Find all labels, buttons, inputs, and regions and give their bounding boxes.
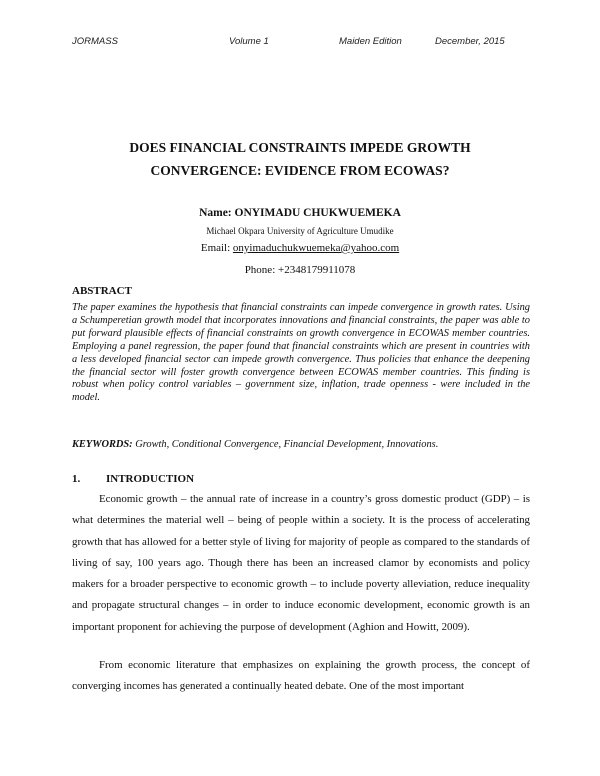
abstract-heading: ABSTRACT bbox=[72, 285, 132, 297]
email-link[interactable]: onyimaduchukwuemeka@yahoo.com bbox=[232, 242, 400, 254]
section-title: INTRODUCTION bbox=[106, 473, 195, 485]
header-date: December, 2015 bbox=[435, 36, 505, 47]
paper-title-line-2: CONVERGENCE: EVIDENCE FROM ECOWAS? bbox=[150, 163, 450, 178]
paper-title-line-1: DOES FINANCIAL CONSTRAINTS IMPEDE GROWTH bbox=[129, 140, 471, 155]
header-edition: Maiden Edition bbox=[339, 36, 402, 47]
body-paragraph: From economic literature that emphasizes on explaining the growth process, the concept of converging incomes has generated a continually heated debate. One of the most important bbox=[72, 659, 530, 693]
section-heading-introduction bbox=[72, 473, 194, 485]
section-number: 1. bbox=[72, 473, 81, 485]
keywords-text: Growth, Conditional Convergence, Financial Development, Innovations. bbox=[132, 439, 439, 450]
keywords bbox=[72, 438, 530, 452]
author-affiliation: Michael Okpara University of Agriculture Umudike bbox=[206, 226, 394, 236]
header-volume: Volume 1 bbox=[229, 36, 269, 47]
running-header bbox=[0, 36, 600, 50]
email-label: Email: bbox=[200, 242, 233, 254]
abstract-text: The paper examines the hypothesis that financial constraints can impede convergence in growth rates. Using a Schumperetian growth model that incorporates innovations and financial constraints, the paper was able to put forward plausible effects of financial constraints on growth convergence in ECOWAS member countries. Employing a panel regression, the paper found that financial constraints which are present in countries with a less developed financial sector can impede growth convergence. Thus policies that enhance the deepening the financial sector will foster growth convergence between ECOWAS member countries. This finding is robust when policy control variables – government size, inflation, trade openness - were included in the model. bbox=[72, 302, 530, 404]
header-journal: JORMASS bbox=[72, 36, 118, 47]
keywords-label: KEYWORDS: bbox=[72, 439, 133, 450]
author-name: Name: ONYIMADU CHUKWUEMEKA bbox=[199, 207, 401, 219]
author-phone: Phone: +2348179911078 bbox=[244, 264, 356, 276]
author-email bbox=[60, 242, 540, 254]
paper-title bbox=[60, 136, 540, 182]
body-paragraph: Economic growth – the annual rate of increase in a country’s gross domestic product (GDP) – is what determines the material well – being of people within a society. It is the process of accelerating growth that has allowed for a better style of living for majority of people as compared to the standards of living of say, 100 years ago. Though there has been an increased clamor by economists and policy makers for a broader perspective to economic growth – to include poverty alleviation, reduce inequality and propagate structural changes – in order to induce economic development, economic growth is an important proponent for achieving the purpose of development (Aghion and Howitt, 2009). bbox=[72, 493, 530, 633]
